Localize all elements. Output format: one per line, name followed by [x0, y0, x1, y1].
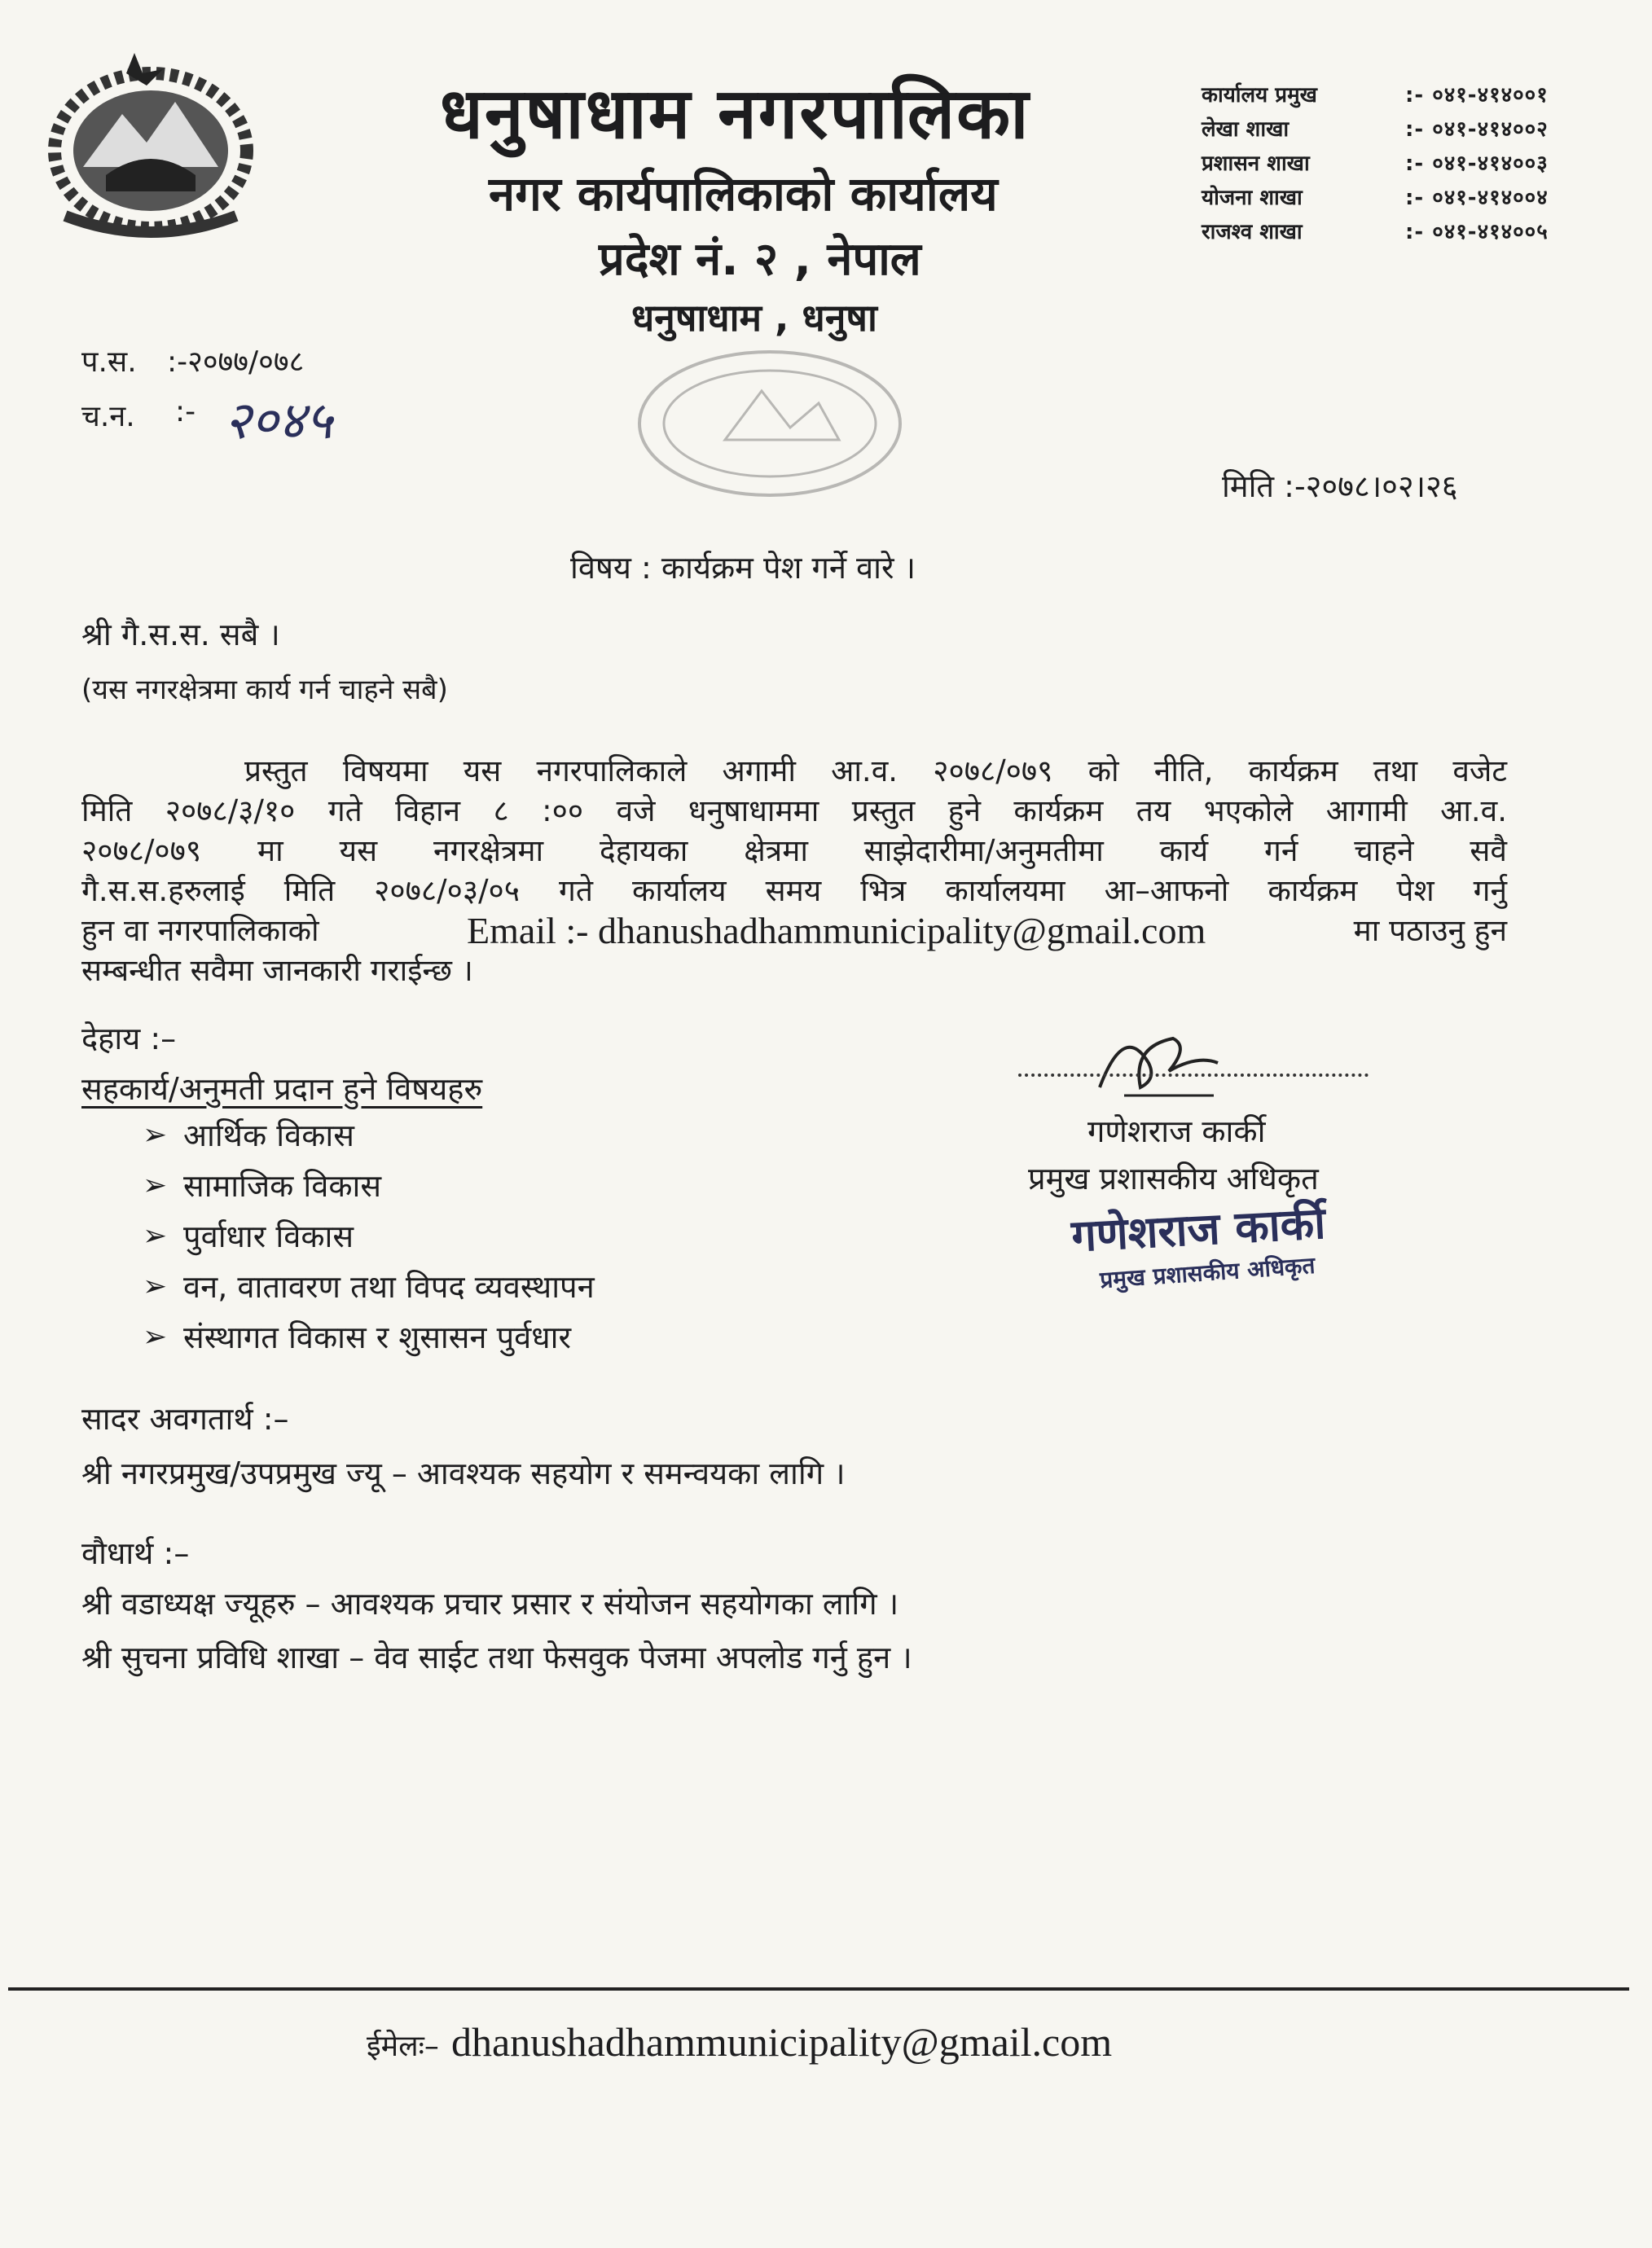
contact-number: :- ०४१-४१४००१ — [1405, 83, 1549, 108]
body-line: २०७८/०७९ मा यस नगरक्षेत्रमा देहायका क्षेत्रमा साझेदारीमा/अनुमतीमा कार्य गर्न चाहने सवै — [81, 833, 1507, 868]
footer-email-link[interactable]: dhanushadhammunicipality@gmail.com — [450, 2019, 1113, 2065]
contact-row — [1202, 213, 1625, 248]
contact-dept: कार्यालय प्रमुख — [1202, 83, 1317, 108]
signatory-stamp-title: प्रमुख प्रशासकीय अधिकृत — [1099, 1251, 1316, 1294]
body-email: Email :- dhanushadhammunicipality@gmail.com — [467, 910, 1206, 951]
contact-row — [1202, 179, 1625, 213]
signature-scribble-icon — [1075, 1014, 1238, 1112]
list-item-text: पुर्वाधार विकास — [183, 1218, 354, 1254]
body-line: प्रस्तुत विषयमा यस नगरपालिकाले अगामी आ.व. २०७८/०७९ को नीति, कार्यक्रम तथा वजेट — [244, 753, 1507, 788]
subject-list — [143, 1109, 595, 1362]
list-item — [143, 1261, 595, 1311]
location-title: धनुषाधाम , धनुषा — [631, 296, 877, 340]
office-title: नगर कार्यपालिकाको कार्यालय — [489, 166, 998, 222]
signatory-name: गणेशराज कार्की — [1087, 1113, 1266, 1149]
nepal-emblem-icon — [33, 45, 269, 240]
contact-dept: लेखा शाखा — [1202, 117, 1290, 142]
arrow-bullet-icon: ➢ — [143, 1319, 168, 1354]
list-item — [143, 1210, 595, 1261]
list-item — [143, 1109, 595, 1160]
contact-dept: राजश्व शाखा — [1202, 220, 1303, 244]
contact-row — [1202, 111, 1625, 145]
cc-heading: सादर अवगतार्थ :– — [81, 1401, 289, 1437]
cc-line: श्री नगरप्रमुख/उपप्रमुख ज्यू – आवश्यक सहयोग र समन्वयका लागि । — [81, 1455, 846, 1491]
arrow-bullet-icon: ➢ — [143, 1218, 168, 1253]
contact-number: :- ०४१-४१४००४ — [1405, 186, 1549, 210]
recipient-line: श्री गै.स.स. सबै । — [81, 617, 280, 652]
signature-line — [1018, 1074, 1369, 1077]
body-paragraph — [81, 751, 1507, 990]
list-item — [143, 1160, 595, 1210]
list-heading: सहकार्य/अनुमती प्रदान हुने विषयहरु — [81, 1071, 483, 1107]
body-line-email — [81, 911, 1507, 951]
info-line-2: श्री सुचना प्रविधि शाखा – वेव साईट तथा फेसवुक पेजमा अपलोड गर्नु हुन । — [81, 1640, 912, 1675]
contact-dept: प्रशासन शाखा — [1202, 151, 1310, 176]
list-item-text: संस्थागत विकास र शुसासन पुर्वधार — [183, 1319, 572, 1355]
municipality-title: धनुषाधाम नगरपालिका — [440, 73, 1030, 155]
subject-line: विषय : कार्यक्रम पेश गर्ने वारे । — [570, 550, 916, 586]
body-line: सम्बन्धीत सवैमा जानकारी गराईन्छ । — [81, 953, 473, 988]
body-line-post: मा पठाउनु हुन — [1353, 913, 1507, 948]
footer — [367, 2018, 1112, 2066]
contact-number: :- ०४१-४१४००३ — [1405, 151, 1549, 176]
contact-row — [1202, 145, 1625, 179]
body-line-pre: हुन वा नगरपालिकाको — [81, 913, 319, 948]
info-line-1: श्री वडाध्यक्ष ज्यूहरु – आवश्यक प्रचार प्रसार र संयोजन सहयोगका लागि । — [81, 1586, 899, 1622]
contact-number: :- ०४१-४१४००५ — [1405, 220, 1549, 244]
cn-handwritten-value: २०४५ — [224, 391, 333, 451]
dehay-label: देहाय :– — [81, 1021, 177, 1056]
province-title: प्रदेश नं. २ , नेपाल — [599, 233, 921, 286]
ps-label: प.स. — [81, 345, 137, 379]
info-heading: वौधार्थ :– — [81, 1535, 190, 1571]
arrow-bullet-icon: ➢ — [143, 1117, 168, 1152]
recipient-note: (यस नगरक्षेत्रमा कार्य गर्न चाहने सबै) — [81, 674, 448, 706]
list-item-text: सामाजिक विकास — [183, 1168, 382, 1204]
signatory-title: प्रमुख प्रशासकीय अधिकृत — [1028, 1161, 1319, 1196]
body-line: गै.स.स.हरुलाई मिति २०७८/०३/०५ गते कार्यालय समय भित्र कार्यालयमा आ–आफनो कार्यक्रम पेश गर्नु — [81, 873, 1507, 908]
contact-row — [1202, 77, 1625, 111]
office-seal-icon — [627, 342, 912, 505]
cn-separator: :- — [175, 395, 196, 428]
cn-label: च.न. — [81, 400, 135, 433]
list-item — [143, 1311, 595, 1362]
body-line: मिति २०७८/३/१० गते विहान ८ :०० वजे धनुषाधाममा प्रस्तुत हुने कार्यक्रम तय भएकोले आगामी आ.व. — [81, 793, 1507, 828]
contact-list — [1202, 77, 1625, 248]
footer-divider — [8, 1987, 1629, 1991]
arrow-bullet-icon: ➢ — [143, 1168, 168, 1202]
footer-email-label: ईमेलः– — [367, 2030, 439, 2063]
contact-dept: योजना शाखा — [1202, 186, 1303, 210]
list-item-text: वन, वातावरण तथा विपद व्यवस्थापन — [183, 1269, 595, 1305]
letter-date: मिति :-२०७८।०२।२६ — [1222, 468, 1458, 504]
arrow-bullet-icon: ➢ — [143, 1269, 168, 1303]
signatory-stamp-name: गणेशराज कार्की — [1070, 1196, 1327, 1262]
contact-number: :- ०४१-४१४००२ — [1405, 117, 1549, 142]
ps-value: :-२०७७/०७८ — [167, 345, 305, 379]
list-item-text: आर्थिक विकास — [183, 1117, 354, 1153]
